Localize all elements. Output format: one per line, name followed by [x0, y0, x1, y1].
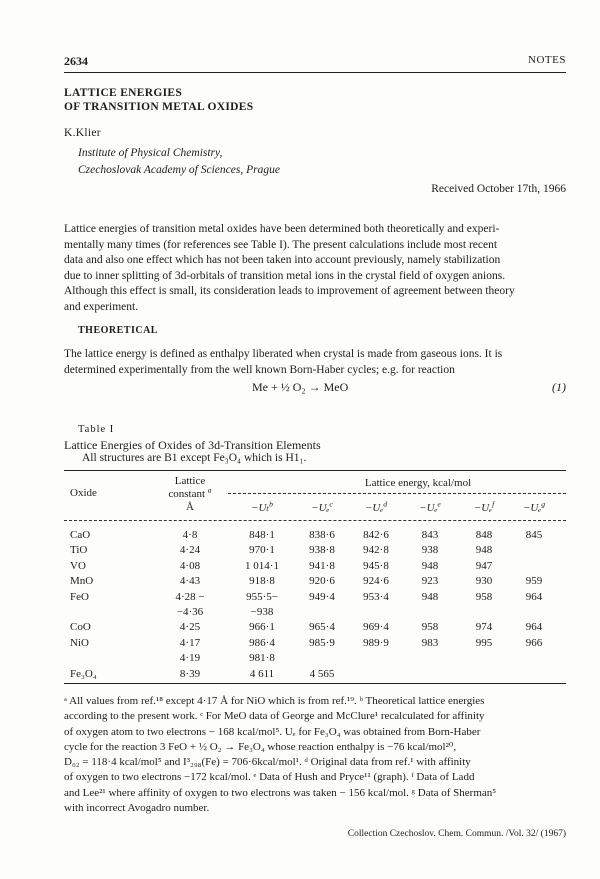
table-cell: 969·4	[363, 621, 389, 634]
table-cell: 942·8	[363, 544, 389, 557]
table-cell: 920·6	[309, 575, 335, 588]
footnote-mark: f	[492, 499, 495, 509]
lattice-header-line1: Lattice	[174, 475, 206, 487]
table-cell: 986·4	[249, 636, 275, 649]
received-date: Received October 17th, 1966	[431, 183, 566, 195]
table-cell: 8·39	[179, 667, 201, 680]
affiliation	[78, 145, 280, 179]
theory-paragraph	[64, 347, 566, 378]
text-line: determined experimentally from the well known Born-Haber cycles; e.g. for reaction	[64, 363, 455, 376]
article-title	[64, 86, 253, 114]
title-line-1: LATTICE ENERGIES	[64, 87, 183, 99]
section-heading: THEORETICAL	[78, 325, 158, 336]
table-cell: 4 611	[249, 667, 275, 680]
col-header-ut	[236, 499, 288, 515]
table-cell: 983	[421, 636, 439, 649]
text-line: The lattice energy is defined as enthalpy liberated when crystal is made from gaseous ions. It is	[64, 348, 503, 360]
table-cell: 970·1	[249, 544, 275, 557]
page-number: 2634	[64, 54, 88, 68]
table-cell: 930	[475, 575, 493, 588]
col-symbol: −Uₑ	[364, 502, 384, 514]
group-rule	[228, 493, 566, 494]
table-cell: 955·5−	[246, 590, 278, 603]
col-header-oxide: Oxide	[70, 487, 97, 499]
table-cell-oxide: VO	[70, 559, 86, 572]
table-cell: 838·6	[309, 529, 335, 541]
running-head	[64, 54, 566, 72]
text-line: and experiment.	[64, 300, 139, 313]
table-cell: 843	[421, 529, 439, 541]
footnote-line: D₀₂ = 118·4 kcal/mol⁵ and I³₂₉₈(Fe) = 706·6kcal/mol¹. ᵈ Original data from ref.¹ with affinity	[64, 756, 471, 769]
table-cell-oxide: FeO	[70, 590, 89, 603]
footnote-line: according to the present work. ᶜ For MeO data of George and McClure¹ recalculated for affinity	[64, 710, 485, 723]
section-label: NOTES	[528, 54, 566, 66]
title-line-2: OF TRANSITION METAL OXIDES	[64, 101, 254, 113]
table-cell: 945·8	[363, 559, 389, 572]
table-caption: Lattice Energies of Oxides of 3d-Transition Elements	[64, 438, 321, 452]
table-cell: 924·6	[363, 575, 389, 588]
text-line: mentally many times (for references see Table I). The present calculations include most recent	[64, 238, 498, 251]
table-cell: 947	[475, 559, 493, 572]
table-cell: 995	[475, 636, 493, 649]
table-cell-oxide: CaO	[70, 529, 91, 541]
table-cell: 923	[421, 575, 439, 588]
table-cell: 918·8	[249, 575, 275, 588]
table-cell: 848·1	[249, 529, 275, 541]
table-cell: −938	[250, 606, 274, 618]
table-top-rule	[64, 470, 566, 471]
affiliation-line-1: Institute of Physical Chemistry,	[78, 147, 223, 159]
col-symbol: −Uₜ	[251, 502, 270, 514]
text-line: Although this effect is small, its consideration leads to improvement of agreement between theory	[64, 285, 515, 297]
footnote-line: of oxygen to two electrons −172 kcal/mol. ᵉ Data of Hush and Pryce¹¹ (graph). ᶠ Data of Ladd	[64, 771, 475, 784]
footnote-mark: a	[207, 485, 212, 495]
table-cell: 989·9	[363, 636, 389, 649]
text-line: due to inner splitting of 3d-orbitals of transition metal ions in the crystal field of oxygen anions.	[64, 269, 506, 282]
table-cell: 953·4	[363, 590, 389, 603]
table-cell: 959	[525, 575, 543, 588]
col-symbol: −Uₑ	[419, 502, 438, 514]
footnote-line: cycle for the reaction 3 FeO + ½ O₂ → Fe₃O₄ whose reaction enthalpy is −76 kcal/mol²⁰,	[64, 740, 457, 753]
equation: Me + ½ O₂ → MeO	[252, 380, 349, 394]
table-cell: 965·4	[309, 621, 335, 634]
col-header-ue-c	[296, 499, 348, 515]
col-symbol: −Uₑ	[311, 502, 330, 514]
table-cell: 938	[421, 544, 439, 557]
lattice-unit: Å	[186, 501, 194, 513]
table-cell: 4·17	[179, 636, 201, 649]
table-cell: 974	[475, 621, 493, 634]
col-symbol: −Uₑ	[522, 502, 542, 514]
footnote-line: of oxygen atom to two electrons − 168 kcal/mol⁵. Uₑ for Fe₃O₄ was obtained from Born-Haber	[64, 725, 481, 738]
text-line: Lattice energies of transition metal oxides have been determined both theoretically and experi-	[64, 223, 500, 235]
table-cell: 958	[475, 590, 493, 603]
table-cell: 985·9	[309, 636, 335, 649]
col-header-ue-e	[404, 499, 456, 515]
footnote-line: with incorrect Avogadro number.	[64, 802, 210, 815]
text-line: data and also one effect which has not been taken into account previously, namely stabilization	[64, 254, 501, 266]
table-cell-oxide: TiO	[70, 544, 88, 557]
author: K.Klier	[64, 127, 101, 139]
footnote-mark: c	[329, 499, 333, 509]
footnote-line: ᵃ All values from ref.¹⁸ except 4·17 Å for NiO which is from ref.¹⁹. ᵇ Theoretical lattice energies	[64, 695, 485, 707]
table-cell: 4·24	[179, 544, 201, 557]
table-cell: 966	[525, 636, 543, 649]
table-cell: 966·1	[249, 621, 275, 634]
table-cell-oxide: NiO	[70, 636, 89, 649]
footnote-mark: g	[541, 499, 546, 509]
col-group-energy: Lattice energy, kcal/mol	[364, 477, 472, 489]
footnote-mark: e	[437, 499, 441, 509]
equation-number: (1)	[552, 380, 566, 394]
table-cell-oxide: Fe₃O₄	[70, 667, 97, 680]
table-cell: 964	[525, 621, 543, 634]
table-subcaption: All structures are B1 except Fe₃O₄ which is H1₁.	[82, 452, 307, 464]
footnote-line: and Lee²¹ where affinity of oxygen to two electrons was taken − 156 kcal/mol. ᵍ Data of Sherman⁵	[64, 786, 497, 799]
col-header-ue-d	[350, 499, 402, 515]
table-cell: 845	[525, 529, 543, 541]
table-cell: 1 014·1	[245, 559, 279, 572]
table-cell: 964	[525, 590, 543, 603]
table-cell: 4·25	[179, 621, 201, 634]
table-label: Table I	[78, 424, 115, 435]
table-cell: 938·8	[309, 544, 335, 557]
table-footnotes	[64, 694, 566, 816]
table-cell: 4·19	[179, 652, 201, 665]
table-cell: 4·08	[179, 559, 201, 572]
table-cell: 4 565	[309, 667, 335, 680]
table-cell: 941·8	[309, 559, 335, 572]
table-cell: 848	[475, 529, 493, 541]
intro-paragraph	[64, 222, 566, 315]
col-header-ue-g	[508, 499, 560, 515]
table-cell-oxide: MnO	[70, 575, 94, 588]
header-rule	[64, 72, 566, 73]
table-cell: 842·6	[363, 529, 389, 541]
table-cell: 948	[475, 544, 493, 557]
table-cell-oxide: CoO	[70, 621, 91, 634]
col-symbol: −Uₑ	[473, 502, 493, 514]
table-cell: 981·8	[249, 652, 275, 665]
footnote-mark: b	[269, 499, 273, 509]
table-cell: 948	[421, 590, 439, 603]
affiliation-line-2: Czechoslovak Academy of Sciences, Prague	[78, 164, 280, 176]
header-bottom-rule	[64, 520, 566, 521]
colophon: Collection Czechoslov. Chem. Commun. /Vol. 32/ (1967)	[347, 829, 566, 839]
table-bottom-rule	[64, 683, 566, 684]
table-cell: −4·36	[176, 606, 204, 618]
table-cell: 4·28 −	[175, 590, 205, 603]
footnote-mark: d	[383, 499, 388, 509]
table-cell: 4·8	[182, 529, 198, 541]
col-header-ue-f	[458, 499, 510, 515]
col-header-lattice	[140, 475, 240, 514]
table-cell: 949·4	[309, 590, 335, 603]
table-cell: 958	[421, 621, 439, 634]
table-cell: 4·43	[179, 575, 201, 588]
lattice-header-line2: constant	[168, 488, 206, 500]
table-cell: 948	[421, 559, 439, 572]
